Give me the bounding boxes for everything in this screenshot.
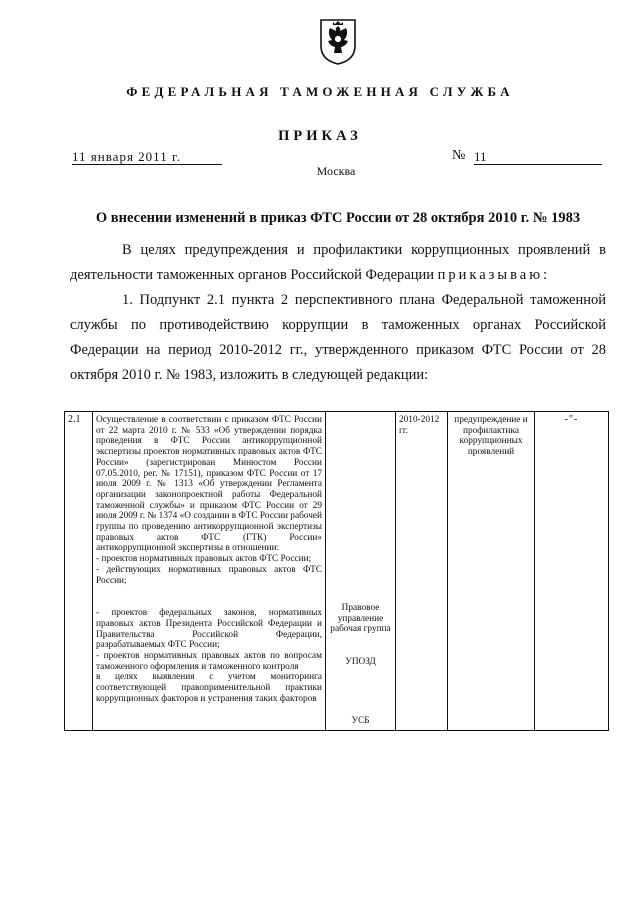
order-number: 11: [474, 149, 602, 165]
city: Москва: [316, 164, 356, 178]
period-cell: 2010-2012 гг.: [396, 412, 448, 731]
executor-usb: УСБ: [351, 715, 370, 726]
measure-item-d: - проектов нормативных правовых актов по вопросам таможенного оформления и таможенного контроля: [96, 651, 322, 672]
organization-title: ФЕДЕРАЛЬНАЯ ТАМОЖЕННАЯ СЛУЖБА: [126, 84, 514, 99]
measure-item-b: - действующих нормативных правовых актов ФТС России;: [96, 564, 322, 586]
order-number-label: №: [452, 148, 466, 163]
order-date: 11 января 2011 г.: [72, 149, 222, 165]
ditto-mark: -"-: [535, 412, 609, 731]
measure-main: Осуществление в соответствии с приказом ФТС России от 22 марта 2010 г. № 533 «Об утверждении порядка проведения в ФТС России антикоррупционной экспертизы проектов нормативных правовых актов ФТС России» (зарегистрирован Минюстом России 07.05.2010, рег. № 17151), приказом ФТС России от 17 июля 2009 г. № 1313 «Об утверждении Регламента организации законопроектной работы Федеральной таможенной службы» и приказом ФТС России от 29 июля 2009 г. № 1374 «О создании в ФТС России рабочей группы по проведению антикоррупционной экспертизы правовых актов ФТС (ГТК) России» антикоррупционной экспертизы в отношении:: [96, 415, 322, 554]
measure-item-a: - проектов нормативных правовых актов ФТС России;: [96, 554, 312, 565]
plan-table: [64, 411, 609, 731]
executor-upozd: УПОЗД: [345, 657, 376, 668]
document-type: ПРИКАЗ: [278, 128, 362, 144]
goal-cell: предупреждение и профилактика коррупционных проявлений: [448, 412, 535, 731]
point-1-paragraph: [70, 288, 606, 388]
coat-of-arms-emblem: [315, 16, 361, 66]
executors-cell: [326, 412, 396, 731]
executor-legal: Правовое управление рабочая группа: [330, 603, 391, 635]
intro-paragraph: [70, 238, 606, 288]
intro-text: В целях предупреждения и профилактики коррупционных проявлений в деятельности таможенных органов Российской Федерации: [70, 242, 606, 283]
measure-description: [93, 412, 326, 731]
item-number: 2.1: [65, 412, 93, 731]
measure-item-e: в целях выявления с учетом мониторинга соответствующей правоприменительной практики коррупционных факторов и устранения таких факторов: [96, 672, 322, 704]
table-row: [65, 412, 609, 731]
command-word: приказываю:: [437, 267, 551, 283]
point-1-text: 1. Подпункт 2.1 пункта 2 перспективного плана Федеральной таможенной службы по противодействию коррупции в таможенных органах Российской Федерации на период 2010-2012 гг., утвержденного приказом ФТС России от 28 октября 2010 г. № 1983, изложить в следующей редакции:: [70, 292, 606, 383]
measure-item-c: - проектов федеральных законов, нормативных правовых актов Президента Российской Федерации и Правительства Российской Федерации, разрабатываемых ФТС России;: [96, 608, 322, 651]
order-subject: О внесении изменений в приказ ФТС России от 28 октября 2010 г. № 1983: [95, 210, 581, 226]
